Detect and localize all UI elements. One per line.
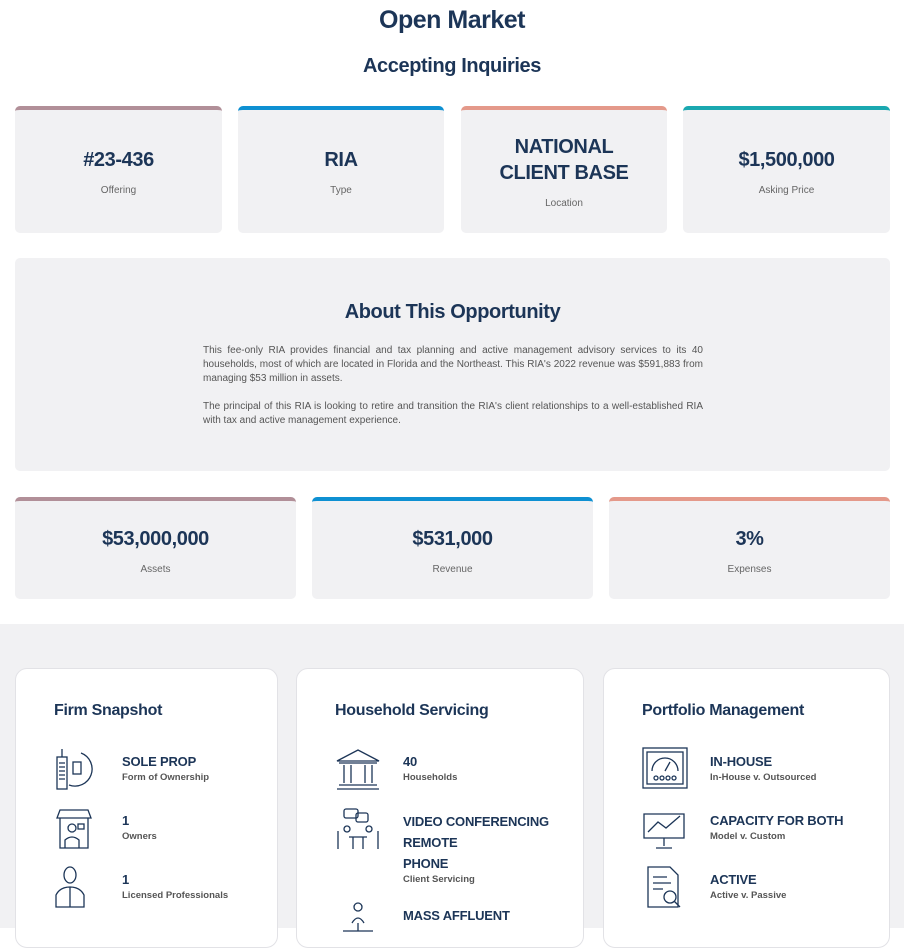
professional-icon — [54, 865, 100, 911]
gauge-icon — [642, 747, 688, 793]
list-item — [335, 747, 457, 793]
assets-label: Assets — [140, 563, 171, 575]
expenses-value: 3% — [735, 527, 764, 550]
list-item — [642, 806, 843, 852]
location-label: Location — [545, 198, 583, 209]
licensed-label: Licensed Professionals — [122, 890, 229, 901]
client-type-value: MASS AFFLUENT — [403, 908, 510, 923]
location-card — [461, 106, 667, 233]
about-title: About This Opportunity — [344, 301, 561, 323]
list-item — [642, 865, 786, 911]
owners-label: Owners — [122, 831, 157, 842]
panel-title: Household Servicing — [335, 702, 489, 719]
asking-price-card — [683, 106, 890, 233]
servicing-label: Client Servicing — [403, 874, 475, 885]
list-item — [335, 807, 549, 885]
type-label: Type — [330, 185, 352, 196]
firm-snapshot-panel — [15, 668, 278, 948]
document-search-icon — [642, 865, 688, 911]
portfolio-management-panel — [603, 668, 890, 948]
inhouse-label: In-House v. Outsourced — [710, 772, 817, 783]
model-label: Model v. Custom — [710, 831, 786, 842]
hierarchy-icon — [335, 901, 381, 947]
active-label: Active v. Passive — [710, 890, 787, 901]
offering-value: #23-436 — [83, 149, 154, 171]
list-item — [335, 901, 510, 947]
storefront-owner-icon — [54, 806, 100, 852]
servicing-phone: PHONE — [403, 856, 449, 871]
assets-value: $53,000,000 — [102, 527, 209, 550]
revenue-card — [312, 497, 593, 599]
revenue-value: $531,000 — [412, 527, 493, 550]
offering-label: Offering — [100, 185, 137, 196]
meeting-icon — [335, 807, 381, 853]
model-value: CAPACITY FOR BOTH — [710, 813, 844, 828]
licensed-value: 1 — [122, 872, 130, 887]
expenses-label: Expenses — [727, 563, 772, 575]
expenses-card — [609, 497, 890, 599]
list-item — [54, 865, 228, 911]
type-value: RIA — [324, 149, 358, 171]
owners-value: 1 — [122, 813, 130, 828]
page-title: Open Market — [379, 6, 525, 34]
panel-title: Portfolio Management — [642, 702, 805, 719]
bank-icon — [335, 747, 381, 793]
about-section — [15, 258, 890, 471]
building-icon — [54, 747, 100, 793]
inhouse-value: IN-HOUSE — [710, 754, 772, 769]
page-subtitle: Accepting Inquiries — [363, 55, 541, 77]
asking-price-value: $1,500,000 — [738, 149, 835, 171]
list-item — [54, 806, 157, 852]
servicing-remote: REMOTE — [403, 835, 458, 850]
servicing-video: VIDEO CONFERENCING — [403, 814, 549, 829]
revenue-label: Revenue — [432, 563, 473, 575]
location-value: NATIONAL CLIENT BASE — [499, 136, 629, 184]
type-card — [238, 106, 444, 233]
households-label: Households — [403, 772, 458, 783]
offering-card — [15, 106, 222, 233]
panel-title: Firm Snapshot — [54, 702, 163, 719]
list-item — [642, 747, 816, 793]
chart-board-icon — [642, 806, 688, 852]
about-paragraph-1: This fee-only RIA provides financial and tax planning and active management advisory services to its 40 households, most of which are located in Florida and the Northeast. This RIA's 2022 revenue was $591,883 from managing $53 million in assets. — [203, 345, 703, 384]
households-value: 40 — [403, 754, 418, 769]
list-item — [54, 747, 209, 793]
ownership-label: Form of Ownership — [122, 772, 210, 783]
active-value: ACTIVE — [710, 872, 757, 887]
about-paragraph-2: The principal of this RIA is looking to retire and transition the RIA's client relationships to a well-established RIA with tax and active management experience. — [203, 401, 703, 426]
assets-card — [15, 497, 296, 599]
ownership-value: SOLE PROP — [122, 754, 197, 769]
household-servicing-panel — [296, 668, 584, 948]
asking-price-label: Asking Price — [758, 185, 815, 196]
